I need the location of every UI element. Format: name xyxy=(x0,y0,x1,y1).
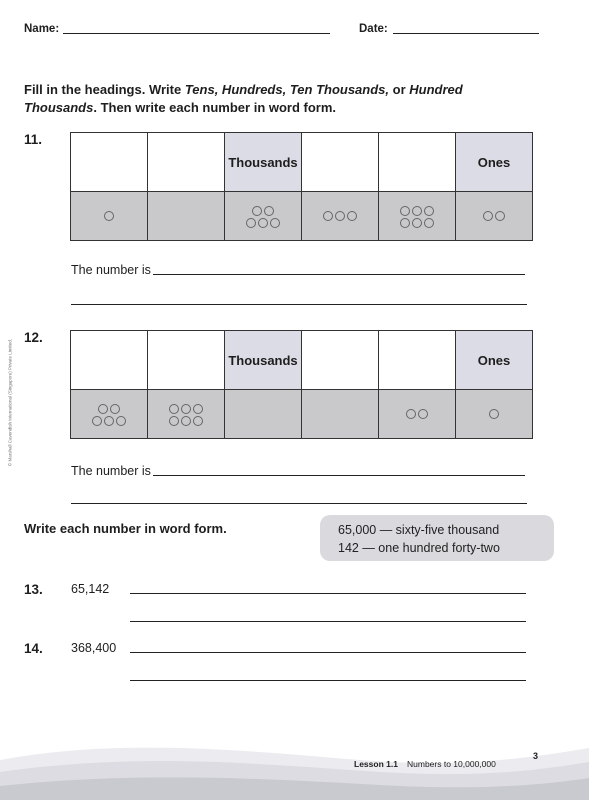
answer-line[interactable] xyxy=(130,621,526,622)
place-value-disc xyxy=(400,206,410,216)
disc-row-group xyxy=(169,416,203,426)
example-box xyxy=(320,515,554,561)
disc-cell xyxy=(456,390,533,439)
place-value-disc xyxy=(489,409,499,419)
place-value-disc xyxy=(104,211,114,221)
disc-cell xyxy=(225,390,302,439)
place-value-disc xyxy=(252,206,262,216)
disc-group xyxy=(489,409,499,419)
place-value-disc xyxy=(264,206,274,216)
number-value: 65,142 xyxy=(71,582,110,596)
place-value-disc xyxy=(406,409,416,419)
date-label: Date: xyxy=(359,23,388,35)
question-number: 11. xyxy=(24,132,43,147)
disc-row-group xyxy=(323,211,357,221)
name-label: Name: xyxy=(24,23,60,35)
instruction-emphasis: Hundred xyxy=(409,82,463,97)
disc-group xyxy=(323,211,357,221)
heading-cell[interactable] xyxy=(379,331,456,390)
disc-cell xyxy=(302,192,379,241)
place-value-disc xyxy=(483,211,493,221)
place-value-disc xyxy=(347,211,357,221)
number-value: 368,400 xyxy=(71,641,117,655)
disc-row-group xyxy=(92,416,126,426)
instruction-emphasis: Tens, Hundreds, Ten Thousands, xyxy=(184,82,390,97)
disc-group xyxy=(400,206,434,228)
heading-cell[interactable] xyxy=(379,133,456,192)
disc-row-group xyxy=(489,409,499,419)
disc-cell xyxy=(456,192,533,241)
place-value-disc xyxy=(424,206,434,216)
question-number: 14. xyxy=(24,641,43,656)
answer-line[interactable] xyxy=(130,680,526,681)
place-value-disc xyxy=(181,404,191,414)
place-value-disc xyxy=(116,416,126,426)
disc-row-group xyxy=(246,218,280,228)
place-value-disc xyxy=(193,416,203,426)
lesson-label: Lesson 1.1 xyxy=(354,759,398,769)
heading-row xyxy=(71,133,533,192)
heading-cell: Thousands xyxy=(225,331,302,390)
answer-line[interactable] xyxy=(153,475,525,476)
section-instruction: Write each number in word form. xyxy=(24,521,227,536)
heading-cell[interactable] xyxy=(302,133,379,192)
place-value-disc xyxy=(98,404,108,414)
place-value-disc xyxy=(246,218,256,228)
disc-cell xyxy=(379,390,456,439)
place-value-disc xyxy=(270,218,280,228)
instruction-emphasis: Thousands xyxy=(24,100,94,115)
disc-row-group xyxy=(98,404,120,414)
place-value-disc xyxy=(412,206,422,216)
place-value-disc xyxy=(495,211,505,221)
instructions xyxy=(24,81,544,117)
heading-cell: Ones xyxy=(456,331,533,390)
disc-row xyxy=(71,390,533,439)
heading-cell[interactable] xyxy=(71,133,148,192)
disc-group xyxy=(104,211,114,221)
instruction-text: . Then write each number in word form. xyxy=(93,100,337,115)
disc-row-group xyxy=(400,206,434,216)
place-value-disc xyxy=(104,416,114,426)
disc-group xyxy=(169,404,203,426)
answer-label: The number is xyxy=(71,464,151,478)
disc-cell xyxy=(302,390,379,439)
heading-cell: Thousands xyxy=(225,133,302,192)
answer-line[interactable] xyxy=(130,652,526,653)
place-value-table xyxy=(70,132,533,241)
disc-cell xyxy=(225,192,302,241)
disc-cell xyxy=(148,390,225,439)
answer-line[interactable] xyxy=(153,274,525,275)
place-value-disc xyxy=(323,211,333,221)
example-line: 142 — one hundred forty-two xyxy=(338,541,500,555)
page-number: 3 xyxy=(533,751,539,761)
heading-cell[interactable] xyxy=(148,331,225,390)
disc-group xyxy=(406,409,428,419)
instruction-text: Fill in the headings. Write xyxy=(24,82,185,97)
heading-cell[interactable] xyxy=(71,331,148,390)
disc-row-group xyxy=(483,211,505,221)
place-value-disc xyxy=(92,416,102,426)
disc-cell xyxy=(148,192,225,241)
disc-row xyxy=(71,192,533,241)
instruction-text: or xyxy=(389,82,410,97)
place-value-disc xyxy=(258,218,268,228)
copyright-note: © Marshall Cavendish International (Singapore) Private Limited. xyxy=(7,338,13,467)
disc-group xyxy=(246,206,280,228)
disc-row-group xyxy=(406,409,428,419)
answer-line[interactable] xyxy=(71,304,527,305)
name-line[interactable] xyxy=(63,33,330,34)
place-value-disc xyxy=(169,416,179,426)
place-value-disc xyxy=(418,409,428,419)
place-value-disc xyxy=(181,416,191,426)
answer-label: The number is xyxy=(71,263,151,277)
disc-group xyxy=(483,211,505,221)
place-value-disc xyxy=(335,211,345,221)
disc-row-group xyxy=(400,218,434,228)
heading-cell[interactable] xyxy=(302,331,379,390)
answer-line[interactable] xyxy=(130,593,526,594)
disc-row-group xyxy=(169,404,203,414)
heading-cell: Ones xyxy=(456,133,533,192)
disc-row-group xyxy=(252,206,274,216)
date-line[interactable] xyxy=(393,33,539,34)
answer-line[interactable] xyxy=(71,503,527,504)
place-value-disc xyxy=(193,404,203,414)
disc-cell xyxy=(71,192,148,241)
place-value-disc xyxy=(169,404,179,414)
question-number: 12. xyxy=(24,330,43,345)
place-value-disc xyxy=(412,218,422,228)
disc-cell xyxy=(379,192,456,241)
place-value-disc xyxy=(110,404,120,414)
heading-cell[interactable] xyxy=(148,133,225,192)
heading-row xyxy=(71,331,533,390)
disc-cell xyxy=(71,390,148,439)
example-line: 65,000 — sixty-five thousand xyxy=(338,523,500,537)
place-value-disc xyxy=(424,218,434,228)
lesson-topic: Numbers to 10,000,000 xyxy=(407,759,496,769)
question-number: 13. xyxy=(24,582,43,597)
footer-wave xyxy=(0,730,589,800)
place-value-table xyxy=(70,330,533,439)
place-value-disc xyxy=(400,218,410,228)
disc-row-group xyxy=(104,211,114,221)
disc-group xyxy=(92,404,126,426)
